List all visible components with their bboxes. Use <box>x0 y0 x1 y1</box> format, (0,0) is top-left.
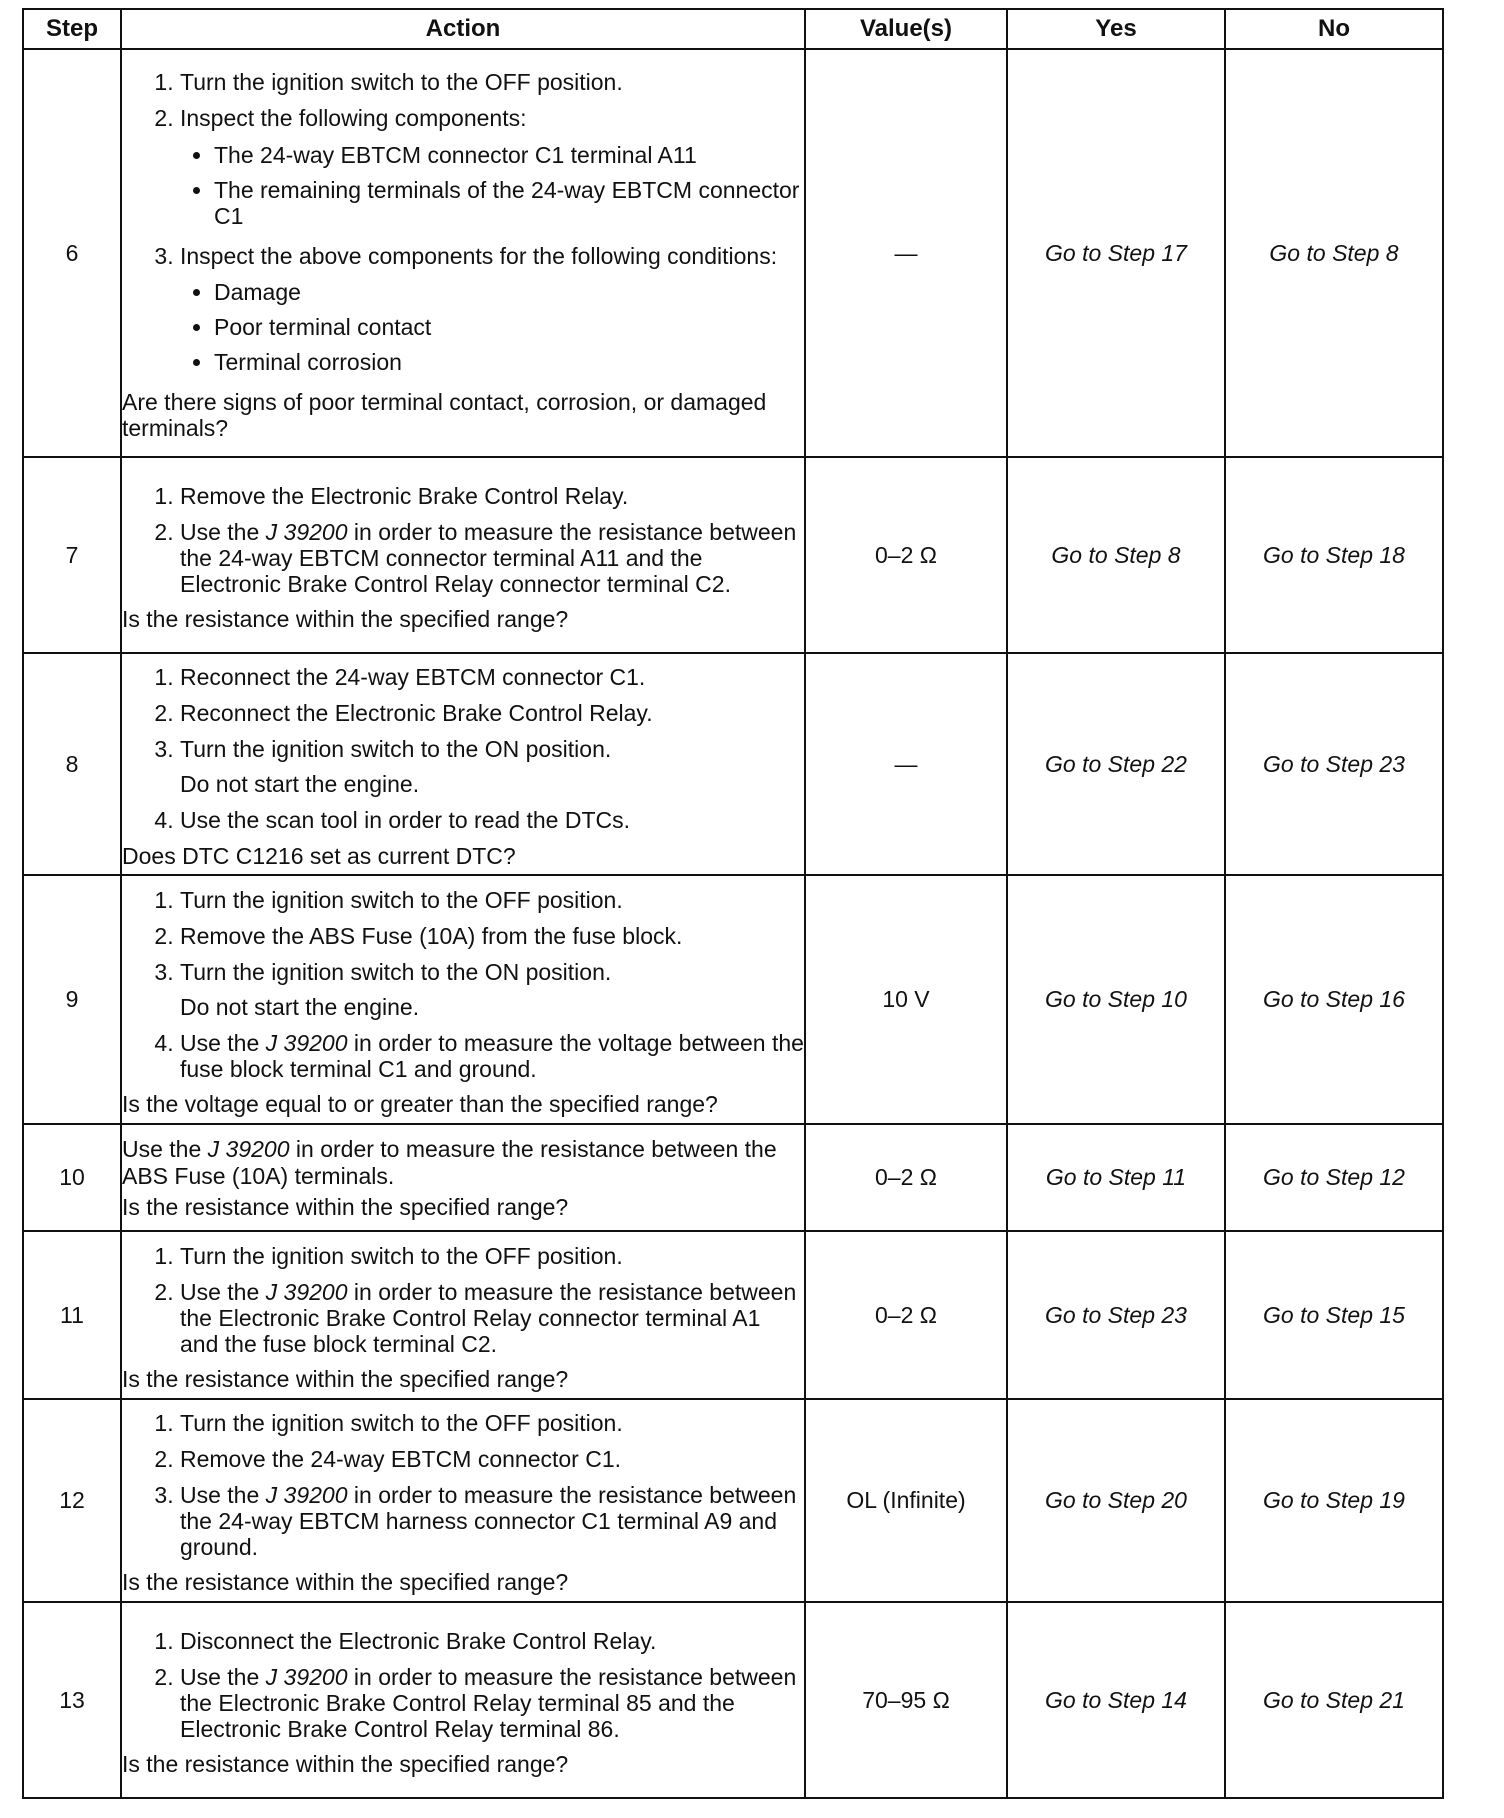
action-text: Use the <box>180 518 266 545</box>
action-text: in order to measure the resistance between the Electronic Brake Control Relay connector terminal A1 and the fuse block terminal C2. <box>180 1278 797 1357</box>
table-row <box>23 653 1443 875</box>
header-yes: Yes <box>1007 9 1225 49</box>
yes-cell: Go to Step 11 <box>1007 1124 1225 1231</box>
action-cell <box>121 49 805 457</box>
yes-cell: Go to Step 20 <box>1007 1399 1225 1602</box>
action-item <box>180 1478 804 1565</box>
step-number: 8 <box>23 653 121 875</box>
list-item: • Poor terminal contact <box>214 310 804 345</box>
value-cell: 0–2 Ω <box>805 457 1007 653</box>
step-number: 11 <box>23 1231 121 1399</box>
action-steps <box>122 65 804 385</box>
action-item: 1. Reconnect the 24-way EBTCM connector C1. <box>180 660 804 696</box>
no-cell: Go to Step 21 <box>1225 1602 1443 1798</box>
table-row <box>23 1124 1443 1231</box>
action-steps <box>122 1239 804 1362</box>
list-item: • Damage <box>214 275 804 310</box>
no-cell: Go to Step 23 <box>1225 653 1443 875</box>
action-question: Is the resistance within the specified range? <box>122 1569 569 1595</box>
yes-cell: Go to Step 14 <box>1007 1602 1225 1798</box>
value-cell: — <box>805 653 1007 875</box>
action-item: 1. Turn the ignition switch to the OFF position. <box>180 65 804 101</box>
no-cell: Go to Step 12 <box>1225 1124 1443 1231</box>
action-item <box>180 101 804 239</box>
action-item <box>180 1026 804 1087</box>
list-item: • The 24-way EBTCM connector C1 terminal A11 <box>214 138 804 173</box>
step-number: 10 <box>23 1124 121 1231</box>
table-row <box>23 1231 1443 1399</box>
action-item: 4. Use the scan tool in order to read the DTCs. <box>180 803 804 839</box>
action-item <box>180 1275 804 1362</box>
table-row <box>23 457 1443 653</box>
action-question: Is the voltage equal to or greater than the specified range? <box>122 1090 718 1117</box>
tool-name: J 39200 <box>265 1663 348 1690</box>
yes-cell: Go to Step 10 <box>1007 875 1225 1124</box>
tool-name: J 39200 <box>265 1482 348 1508</box>
action-text: Use the <box>180 1278 266 1305</box>
value-cell: 70–95 Ω <box>805 1602 1007 1798</box>
tool-name: J 39200 <box>265 1278 348 1305</box>
action-cell <box>121 1602 805 1798</box>
action-item <box>180 239 804 385</box>
step-number: 12 <box>23 1399 121 1602</box>
action-steps <box>122 1406 804 1565</box>
action-paragraph <box>122 1136 804 1190</box>
action-item-text: Turn the ignition switch to the ON position. <box>180 958 612 985</box>
no-cell: Go to Step 16 <box>1225 875 1443 1124</box>
action-cell <box>121 1124 805 1231</box>
action-text: in order to measure the voltage between the fuse block terminal C1 and ground. <box>180 1029 804 1082</box>
action-cell <box>121 457 805 653</box>
action-cell <box>121 1231 805 1399</box>
action-steps <box>122 660 804 839</box>
action-question: Is the resistance within the specified range? <box>122 1193 569 1220</box>
header-values: Value(s) <box>805 9 1007 49</box>
list-item: • Terminal corrosion <box>214 345 804 380</box>
action-item: 1. Disconnect the Electronic Brake Control Relay. <box>180 1624 804 1660</box>
action-text: in order to measure the resistance between the 24-way EBTCM connector terminal A11 and the Electronic Brake Control Relay connector terminal C2. <box>180 518 797 597</box>
value-cell: 0–2 Ω <box>805 1231 1007 1399</box>
step-number: 13 <box>23 1602 121 1798</box>
action-item-text: Turn the ignition switch to the ON position. <box>180 735 612 762</box>
header-step: Step <box>23 9 121 49</box>
action-note: Do not start the engine. <box>180 993 420 1020</box>
action-item: 1. Turn the ignition switch to the OFF position. <box>180 1406 804 1442</box>
value-cell: — <box>805 49 1007 457</box>
action-item: 1. Turn the ignition switch to the OFF position. <box>180 883 804 919</box>
table-row <box>23 875 1443 1124</box>
action-question: Is the resistance within the specified range? <box>122 1750 569 1777</box>
action-item <box>180 515 804 602</box>
action-cell <box>121 875 805 1124</box>
no-cell: Go to Step 18 <box>1225 457 1443 653</box>
yes-cell: Go to Step 23 <box>1007 1231 1225 1399</box>
action-text: in order to measure the resistance between the Electronic Brake Control Relay terminal 85 and the Electronic Brake Control Relay terminal 86. <box>180 1663 797 1742</box>
action-steps <box>122 883 804 1087</box>
action-question: Does DTC C1216 set as current DTC? <box>122 842 516 869</box>
tool-name: J 39200 <box>265 518 348 545</box>
yes-cell: Go to Step 22 <box>1007 653 1225 875</box>
action-cell <box>121 1399 805 1602</box>
header-row <box>23 9 1443 49</box>
no-cell: Go to Step 8 <box>1225 49 1443 457</box>
action-steps <box>122 479 804 602</box>
action-item <box>180 1660 804 1747</box>
action-item-text: Inspect the above components for the following conditions: <box>180 243 778 269</box>
list-item: • The remaining terminals of the 24-way EBTCM connector C1 <box>214 173 804 234</box>
value-cell: 10 V <box>805 875 1007 1124</box>
action-item <box>180 732 804 803</box>
value-cell: OL (Infinite) <box>805 1399 1007 1602</box>
no-cell: Go to Step 19 <box>1225 1399 1443 1602</box>
diagnostic-table <box>22 8 1444 1799</box>
table-row <box>23 1602 1443 1798</box>
action-text: Use the <box>180 1482 266 1508</box>
action-question: Is the resistance within the specified range? <box>122 1365 569 1392</box>
condition-list <box>180 275 804 380</box>
action-item: 2. Remove the ABS Fuse (10A) from the fuse block. <box>180 919 804 955</box>
action-item: 2. Reconnect the Electronic Brake Control Relay. <box>180 696 804 732</box>
action-steps <box>122 1624 804 1747</box>
value-cell: 0–2 Ω <box>805 1124 1007 1231</box>
action-item-text: Inspect the following components: <box>180 105 527 131</box>
action-text: in order to measure the resistance between the 24-way EBTCM harness connector C1 terminal A9 and ground. <box>180 1482 797 1560</box>
tool-name: J 39200 <box>265 1029 348 1056</box>
action-question: Are there signs of poor terminal contact, corrosion, or damaged terminals? <box>122 389 767 441</box>
step-number: 9 <box>23 875 121 1124</box>
action-text: Use the <box>122 1135 208 1162</box>
table-row <box>23 49 1443 457</box>
yes-cell: Go to Step 8 <box>1007 457 1225 653</box>
action-cell <box>121 653 805 875</box>
yes-cell: Go to Step 17 <box>1007 49 1225 457</box>
tool-name: J 39200 <box>207 1135 290 1162</box>
table-row <box>23 1399 1443 1602</box>
action-item: 1. Remove the Electronic Brake Control Relay. <box>180 479 804 515</box>
action-text: Use the <box>180 1029 266 1056</box>
step-number: 7 <box>23 457 121 653</box>
step-number: 6 <box>23 49 121 457</box>
action-note: Do not start the engine. <box>180 770 420 797</box>
action-item: 2. Remove the 24-way EBTCM connector C1. <box>180 1442 804 1478</box>
component-list <box>180 138 804 234</box>
action-item <box>180 955 804 1026</box>
header-no: No <box>1225 9 1443 49</box>
action-text: in order to measure the resistance between the ABS Fuse (10A) terminals. <box>122 1135 777 1189</box>
action-question: Is the resistance within the specified range? <box>122 605 569 632</box>
header-action: Action <box>121 9 805 49</box>
action-item: 1. Turn the ignition switch to the OFF position. <box>180 1239 804 1275</box>
no-cell: Go to Step 15 <box>1225 1231 1443 1399</box>
action-text: Use the <box>180 1663 266 1690</box>
